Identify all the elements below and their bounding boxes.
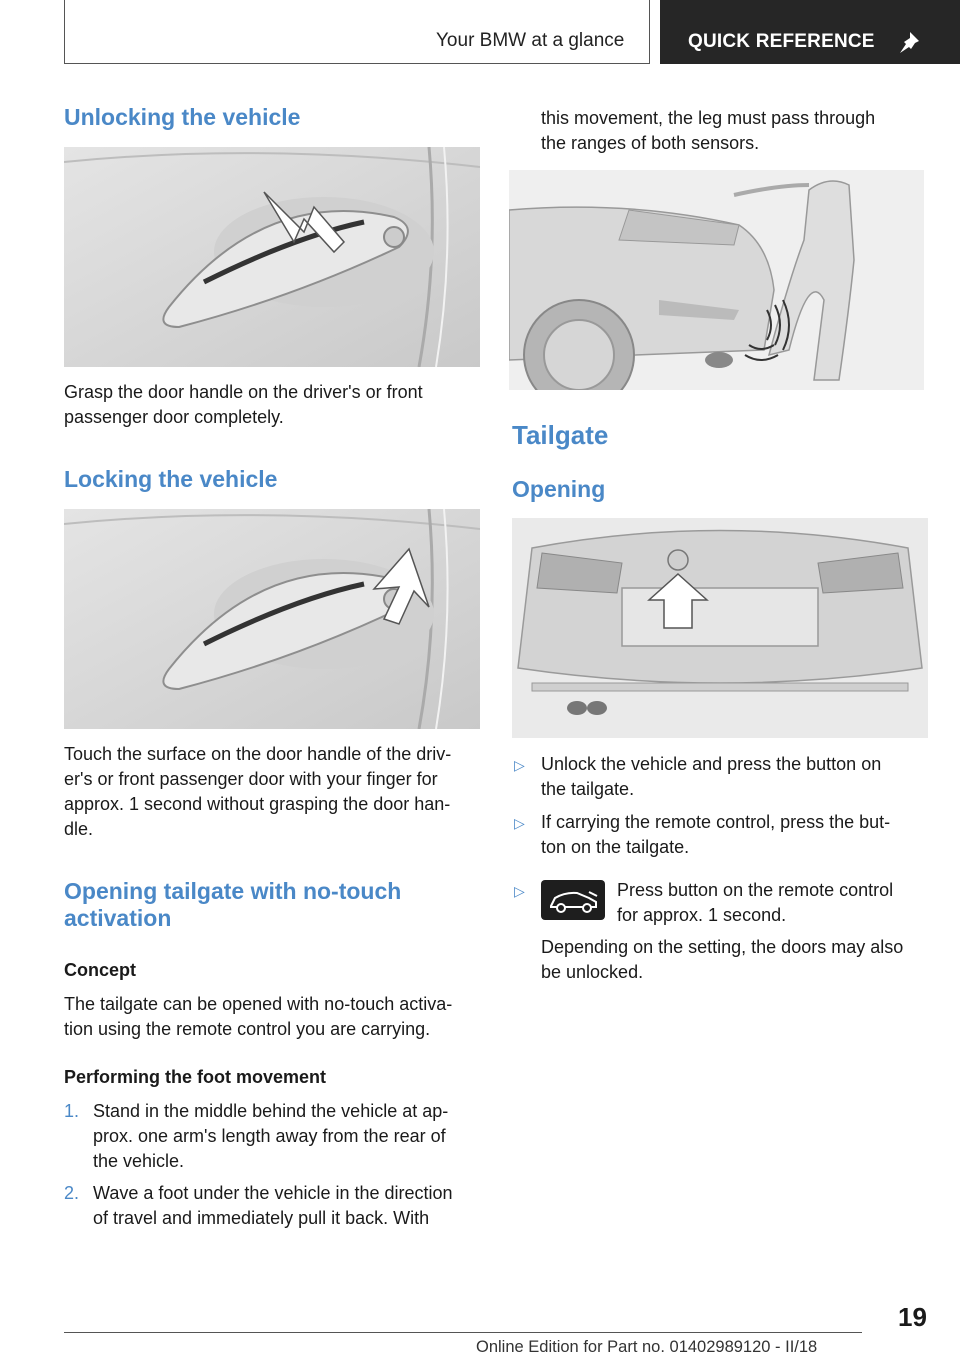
step-number: 1. [64,1101,80,1121]
heading-concept: Concept [64,960,136,980]
lock-text-line-1: Touch the surface on the door handle of the driv‐ [64,744,452,764]
unlock-text-line-1: Grasp the door handle on the driver's or front [64,382,423,402]
car-tailgate-icon [541,880,605,920]
heading-locking: Locking the vehicle [64,466,278,492]
step-number: 2. [64,1183,80,1203]
depending-text-line-2: be unlocked. [541,962,644,982]
header-section-title: Your BMW at a glance [436,30,625,51]
depending-text-line-1: Depending on the setting, the doors may also [541,937,904,957]
lock-text-line-3: approx. 1 second without grasping the door han‐ [64,794,451,814]
door-handle-unlock-image [64,147,480,367]
heading-unlocking: Unlocking the vehicle [64,104,301,130]
bullet-2-line-2: ton on the tailgate. [541,837,690,857]
continued-text-line-1: this movement, the leg must pass through [541,108,876,128]
step-1-line-1: Stand in the middle behind the vehicle at ap‐ [93,1101,449,1121]
heading-tailgate: Tailgate [512,420,609,450]
header-separator [649,0,650,64]
continued-text-line-2: the ranges of both sensors. [541,133,760,153]
lock-text-line-2: er's or front passenger door with your finger for [64,769,438,789]
concept-text-line-1: The tailgate can be opened with no‐touch activa‐ [64,994,453,1014]
step-1-line-2: prox. one arm's length away from the rear of [93,1126,446,1146]
bullet-3-line-1: Press button on the remote control [617,880,894,900]
heading-opening: Opening [512,476,606,502]
bullet-3-line-2: for approx. 1 second. [617,905,787,925]
foot-movement-image [509,170,924,390]
footer-rule [64,1332,862,1333]
bullet-marker: ▷ [514,815,525,831]
bullet-marker: ▷ [514,883,525,899]
lock-text-line-4: dle. [64,819,94,839]
header-chapter-tab [660,0,960,64]
heading-foot-movement: Performing the foot movement [64,1067,327,1087]
step-2-line-2: of travel and immediately pull it back. With [93,1208,430,1228]
concept-text-line-2: tion using the remote control you are carrying. [64,1019,431,1039]
header-frame-bottom [64,63,650,64]
bullet-2-line-1: If carrying the remote control, press the but‐ [541,812,891,832]
unlock-text-line-2: passenger door completely. [64,407,284,427]
bullet-marker: ▷ [514,757,525,773]
step-1-line-3: the vehicle. [93,1151,185,1171]
page-number: 19 [898,1302,927,1332]
door-handle-lock-image [64,509,480,729]
step-2-line-1: Wave a foot under the vehicle in the direction [93,1183,453,1203]
bullet-1-line-1: Unlock the vehicle and press the button on [541,754,882,774]
heading-no-touch-line-2: activation [64,905,172,931]
footer-edition: Online Edition for Part no. 01402989120 - II/18 [476,1338,818,1356]
tailgate-button-image [512,518,928,738]
bullet-1-line-2: the tailgate. [541,779,635,799]
header-frame-left [64,0,65,64]
heading-no-touch-line-1: Opening tailgate with no‐touch [64,878,402,904]
pin-icon [896,29,922,55]
header-chapter-title: QUICK REFERENCE [688,31,875,52]
